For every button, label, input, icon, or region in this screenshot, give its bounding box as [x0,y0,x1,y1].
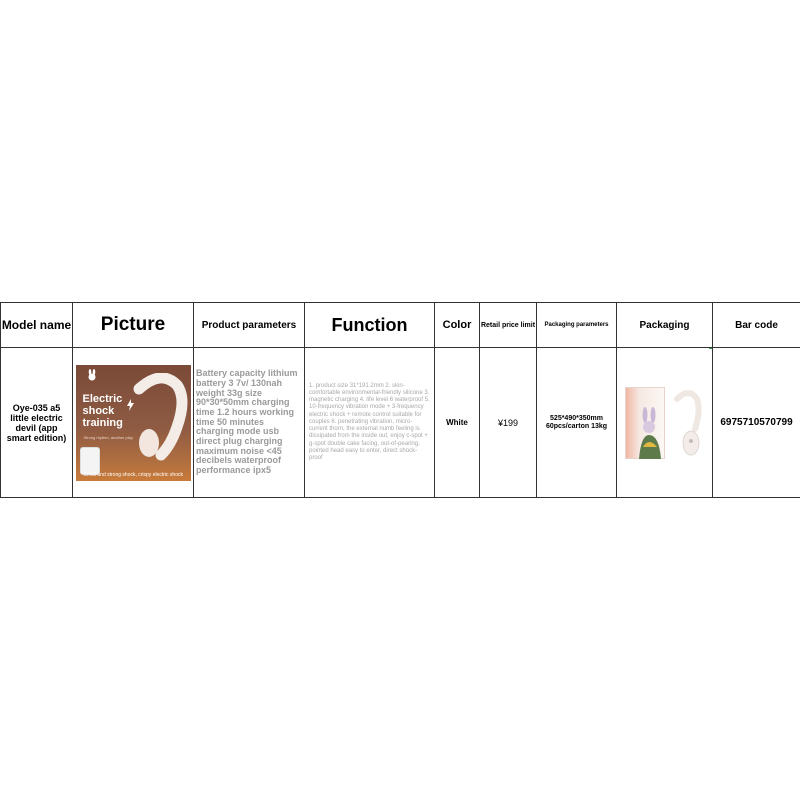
product-spec-sheet [0,302,800,498]
packaging-parameters-cell: 525*490*350mm 60pcs/carton 13kg [537,348,617,498]
header-packaging-parameters: Packaging parameters [537,303,617,348]
function-cell: 1. product size 31*191.2mm 2. skin-comfortable environmental-friendly silicone 3. magnetic charging 4. life level 6 waterproof 5. 10-frequency vibration mode + 3-frequency electric shock + remote control suitable for couples 6. penetrating vibration, micro-current thorn, the external numb feeling is dissipated from the inside out, enjoy c-spot + g-spot double cake facing, out-of-pearing, pointed head easy to enter, direct shock-proof [305,348,435,498]
promo-subtitle: Strong rhythm, another play [83,434,133,440]
packaging-cell [617,348,713,498]
header-function: Function [305,303,435,348]
header-packaging: Packaging [617,303,713,348]
picture-cell [73,348,194,498]
bunny-logo-icon [86,369,98,381]
header-bar-code: Bar code [713,303,800,348]
cell-marker [709,348,712,350]
header-product-parameters: Product parameters [194,303,305,348]
phone-icon [80,447,100,475]
packaging-image [625,385,705,461]
bar-code-cell: 6975710570799 [713,348,800,498]
header-color: Color [435,303,480,348]
device-silhouette [673,389,703,459]
header-model-name: Model name [1,303,73,348]
bunny-figure [633,407,667,459]
promo-footer: Small and strong shock, crispy electric shock [83,471,183,478]
product-promo-image [76,365,191,481]
header-retail-price-limit: Retail price limit [480,303,537,348]
retail-price-cell: ¥199 [480,348,537,498]
color-cell: White [435,348,480,498]
product-parameters-cell: Battery capacity lithium battery 3 7v/ 130nah weight 33g size 90*30*50mm charging time 1.2 hours working time 50 minutes charging mode usb direct plug charging maximum noise <45 decibels waterproof performance ipx5 [194,348,305,498]
header-row [1,303,800,348]
promo-title: Electric shock training [82,392,123,429]
model-name-cell: Oye-035 a5 little electric devil (app smart edition) [1,348,73,498]
table-row [1,348,800,498]
product-table [0,302,800,498]
header-picture: Picture [73,303,194,348]
